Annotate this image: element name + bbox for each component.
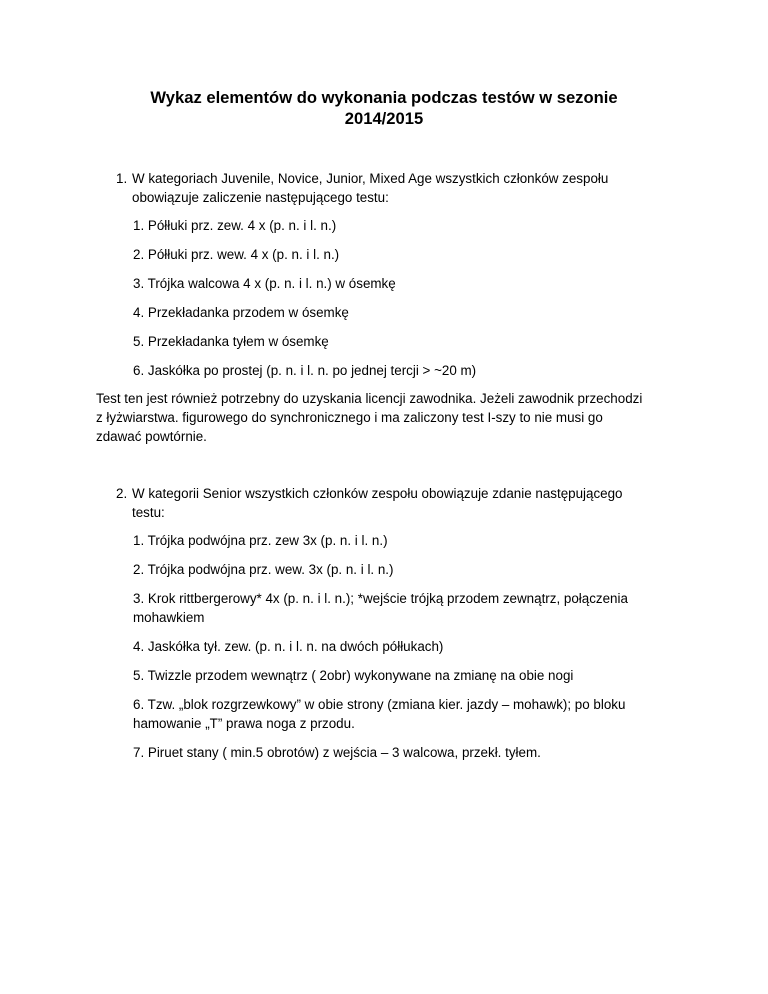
- list-item-line-1: 4. Jaskółka tył. zew. (p. n. i l. n. na dwóch półłukach): [133, 639, 444, 654]
- note-paragraph: [96, 389, 686, 446]
- section-2-number: 2.: [116, 486, 128, 501]
- list-item-line-1: 1. Trójka podwójna prz. zew 3x (p. n. i l. n.): [133, 533, 388, 548]
- section-2: [96, 484, 672, 762]
- list-item-line-1: 7. Piruet stany ( min.5 obrotów) z wejścia – 3 walcowa, przekł. tyłem.: [133, 745, 541, 760]
- section-2-intro-line-2: testu:: [132, 505, 165, 520]
- section-1-number: 1.: [116, 171, 128, 186]
- list-item: [133, 743, 672, 762]
- note-line-1: Test ten jest również potrzebny do uzyskania licencji zawodnika. Jeżeli zawodnik przechodzi: [96, 391, 643, 406]
- list-item: 1. Półłuki prz. zew. 4 x (p. n. i l. n.): [133, 218, 337, 233]
- list-item: [133, 666, 672, 685]
- list-item: 5. Przekładanka tyłem w ósemkę: [133, 334, 329, 349]
- list-item: [133, 531, 672, 550]
- section-1-intro-line-2: obowiązuje zaliczenie następującego testu:: [132, 190, 389, 205]
- list-item-line-1: 6. Tzw. „blok rozgrzewkowy” w obie strony (zmiana kier. jazdy – mohawk); po bloku: [133, 697, 626, 712]
- list-item-line-2: hamowanie „T” prawa noga z przodu.: [133, 716, 355, 731]
- list-item-line-1: 3. Krok rittbergerowy* 4x (p. n. i l. n.); *wejście trójką przodem zewnątrz, połączenia: [133, 591, 628, 606]
- title-line-2: 2014/2015: [344, 109, 424, 128]
- section-1: [96, 169, 672, 380]
- note-line-3: zdawać powtórnie.: [96, 429, 207, 444]
- list-item-line-1: 2. Trójka podwójna prz. wew. 3x (p. n. i l. n.): [133, 562, 394, 577]
- section-1-intro: [96, 169, 672, 207]
- note-line-2: z łyżwiarstwa. figurowego do synchronicznego i ma zaliczony test I-szy to nie musi go: [96, 410, 603, 425]
- section-1-intro-line-1: W kategoriach Juvenile, Novice, Junior, Mixed Age wszystkich członków zespołu: [132, 171, 609, 186]
- list-item: 4. Przekładanka przodem w ósemkę: [133, 305, 349, 320]
- list-item: 3. Trójka walcowa 4 x (p. n. i l. n.) w ósemkę: [133, 276, 396, 291]
- document-title: [96, 87, 672, 129]
- section-2-items: [96, 531, 672, 762]
- list-item: [133, 637, 672, 656]
- list-item: [133, 695, 672, 733]
- list-item: 6. Jaskółka po prostej (p. n. i l. n. po jednej tercji > ~20 m): [133, 363, 477, 378]
- list-item: 2. Półłuki prz. wew. 4 x (p. n. i l. n.): [133, 247, 340, 262]
- list-item: [133, 589, 672, 627]
- title-line-1: Wykaz elementów do wykonania podczas testów w sezonie: [150, 88, 618, 107]
- list-item-line-2: mohawkiem: [133, 610, 205, 625]
- list-item: [133, 560, 672, 579]
- section-2-intro-line-1: W kategorii Senior wszystkich członków zespołu obowiązuje zdanie następującego: [132, 486, 623, 501]
- list-item-line-1: 5. Twizzle przodem wewnątrz ( 2obr) wykonywane na zmianę na obie nogi: [133, 668, 574, 683]
- section-2-intro: [96, 484, 672, 522]
- section-1-items: [96, 216, 672, 380]
